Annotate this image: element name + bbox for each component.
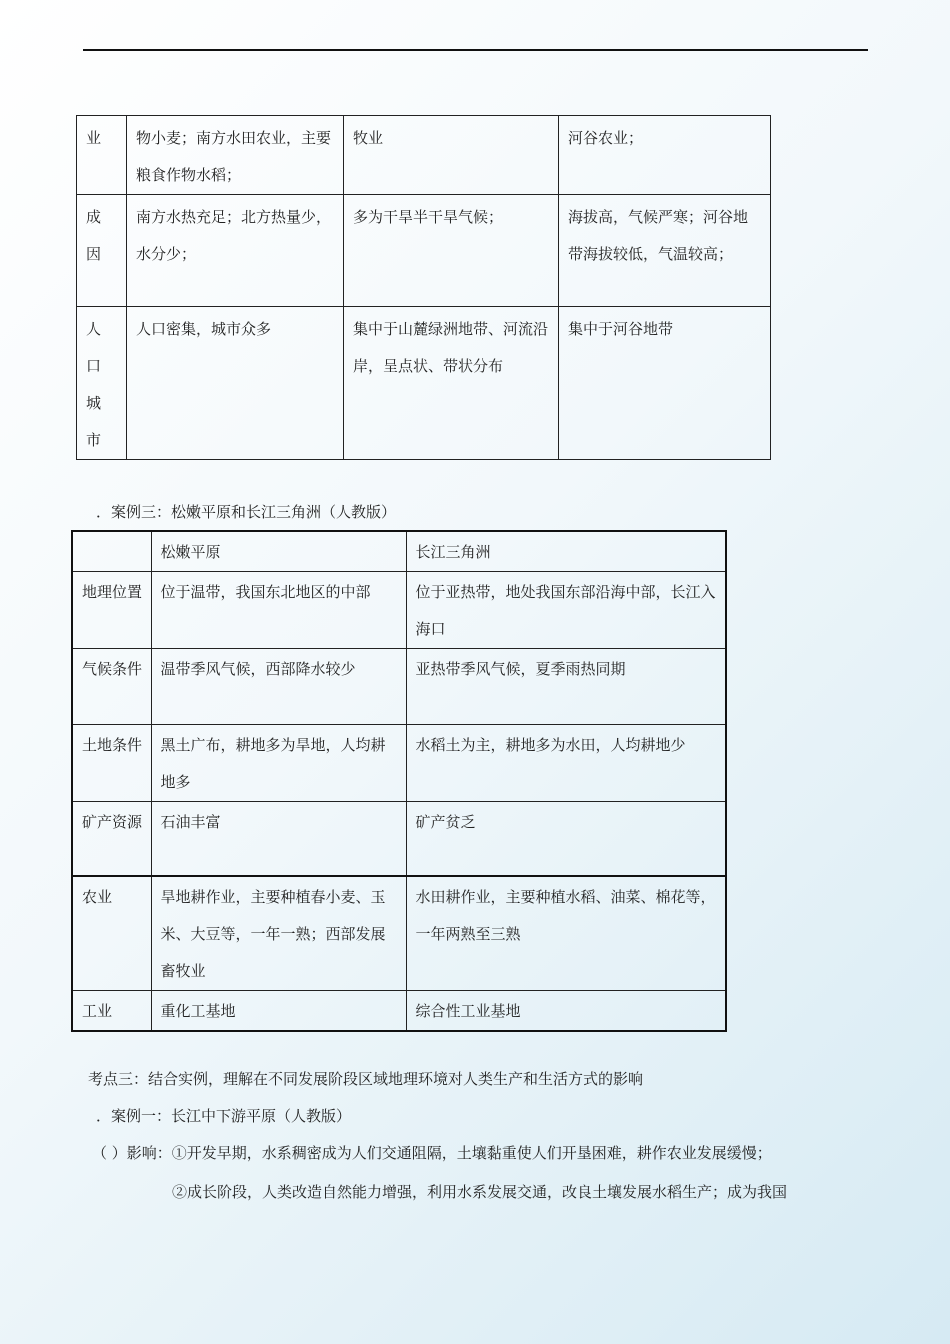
table-cell: 南方水热充足；北方热量少，水分少；: [127, 195, 344, 307]
row-label: 农业: [72, 876, 151, 991]
table-row: [72, 876, 726, 991]
table-cell: 黑土广布，耕地多为旱地，人均耕地多: [151, 725, 406, 802]
table-cell: 物小麦；南方水田农业，主要粮食作物水稻；: [127, 116, 344, 195]
table-cell: 多为干旱半干旱气候；: [344, 195, 559, 307]
table-row: [77, 116, 771, 195]
table-cell: 牧业: [344, 116, 559, 195]
table-cell: 旱地耕作业，主要种植春小麦、玉米、大豆等，一年一熟；西部发展畜牧业: [151, 876, 406, 991]
table-row: [77, 307, 771, 460]
case3-heading: ．案例三：松嫩平原和长江三角洲（人教版）: [96, 503, 397, 521]
impact-line-2: ②成长阶段，人类改造自然能力增强，利用水系发展交通，改良土壤发展水稻生产；成为我国: [172, 1183, 788, 1201]
row-label: 土地条件: [72, 725, 151, 802]
row-label: 成因: [86, 208, 102, 263]
table-cell: 亚热带季风气候，夏季雨热同期: [406, 649, 726, 725]
table-cell: 矿产贫乏: [406, 802, 726, 876]
row-label: 人口城市: [86, 320, 102, 449]
table-cell: 水稻土为主，耕地多为水田，人均耕地少: [406, 725, 726, 802]
table-row: [72, 725, 726, 802]
table-row: [72, 802, 726, 876]
table-row: [72, 649, 726, 725]
table-cell: 温带季风气候，西部降水较少: [151, 649, 406, 725]
table-cell: 海拔高，气候严寒；河谷地带海拔较低，气温较高；: [559, 195, 771, 307]
header-cell: 松嫩平原: [151, 531, 406, 572]
header-rule: [83, 49, 868, 51]
table-cell: 综合性工业基地: [406, 990, 726, 1031]
header-cell: [72, 531, 151, 572]
table-header-row: [72, 531, 726, 572]
header-cell: 长江三角洲: [406, 531, 726, 572]
agriculture-comparison-table: [76, 115, 771, 460]
table-cell: 集中于山麓绿洲地带、河流沿岸，呈点状、带状分布: [344, 307, 559, 460]
row-label: 业: [77, 116, 127, 195]
row-label: 矿产资源: [72, 802, 151, 876]
table-cell: 位于亚热带，地处我国东部沿海中部，长江入海口: [406, 572, 726, 649]
case1-heading: ．案例一：长江中下游平原（人教版）: [96, 1107, 352, 1125]
table-row: [72, 990, 726, 1031]
table-row: [77, 195, 771, 307]
row-label: 工业: [72, 990, 151, 1031]
table-cell: 石油丰富: [151, 802, 406, 876]
table-cell: 人口密集，城市众多: [127, 307, 344, 460]
kaodian-heading: 考点三：结合实例，理解在不同发展阶段区域地理环境对人类生产和生活方式的影响: [88, 1070, 644, 1088]
table-row: [72, 572, 726, 649]
row-label: 气候条件: [72, 649, 151, 725]
row-label: 地理位置: [72, 572, 151, 649]
songnen-yangtze-table: [71, 530, 727, 1032]
table-cell: 重化工基地: [151, 990, 406, 1031]
impact-line-1: （ ）影响：①开发早期，水系稠密成为人们交通阻隔，土壤黏重使人们开垦困难，耕作农业发展缓慢；: [92, 1144, 772, 1162]
table-cell: 位于温带，我国东北地区的中部: [151, 572, 406, 649]
table-cell: 水田耕作业，主要种植水稻、油菜、棉花等，一年两熟至三熟: [406, 876, 726, 991]
table-cell: 河谷农业；: [559, 116, 771, 195]
table-cell: 集中于河谷地带: [559, 307, 771, 460]
